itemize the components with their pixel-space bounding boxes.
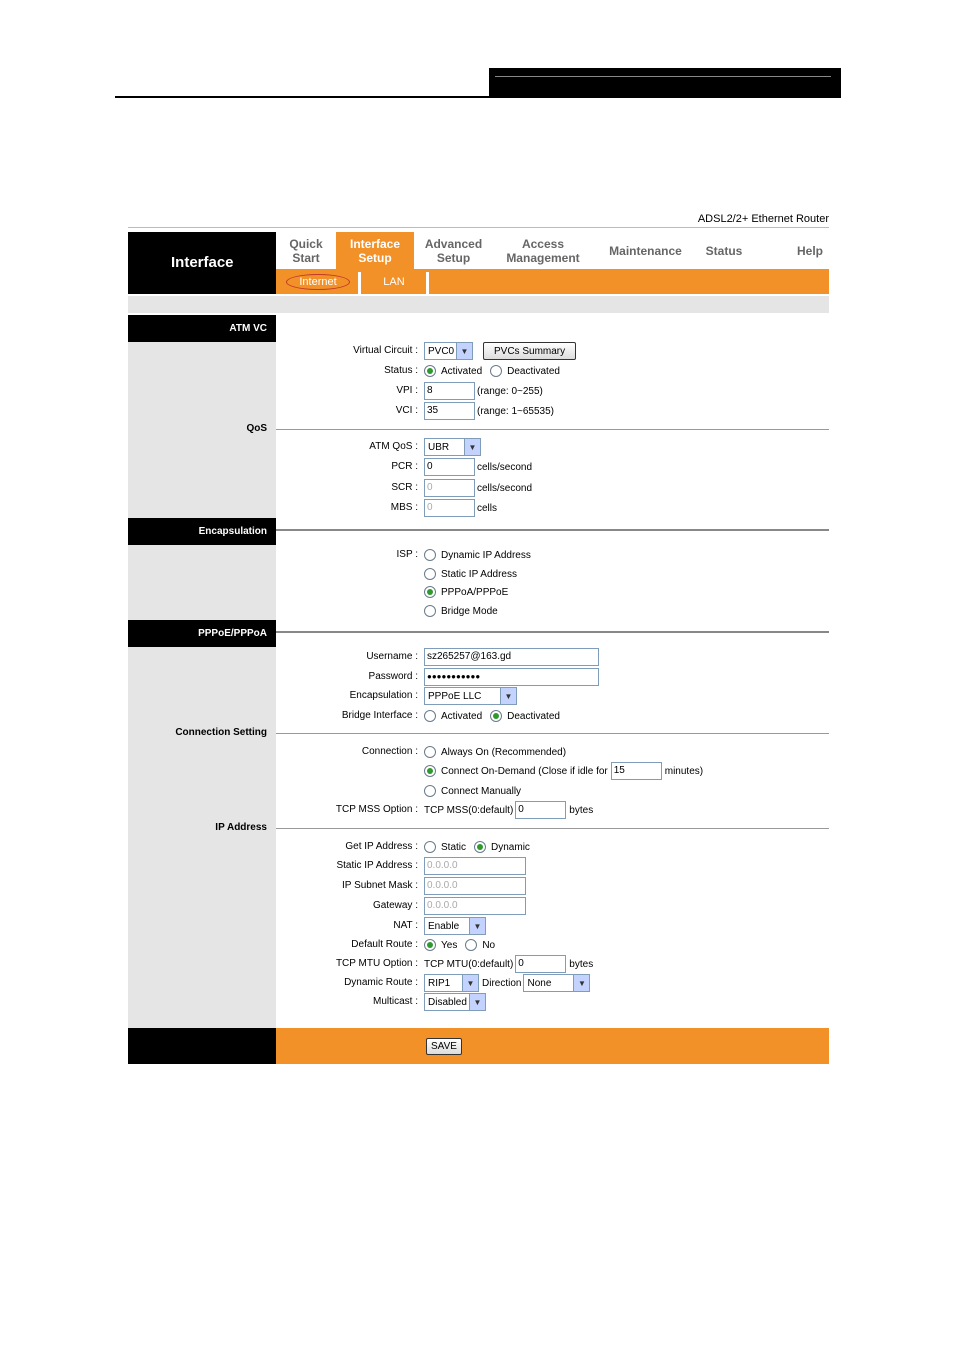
atm-qos-value: UBR [428,441,450,453]
get-ip-dynamic-radio[interactable] [474,841,486,853]
tcp-mss-unit: bytes [569,804,594,816]
scr-label: SCR : [391,482,418,493]
row-scr [276,478,829,498]
nat-label: NAT : [393,920,418,931]
section-pppoe: PPPoE/PPPoA [128,620,276,647]
tab-advanced-setup[interactable]: Advanced Setup [424,236,483,265]
tcp-mss-label: TCP MSS Option : [335,804,418,815]
row-isp [276,545,829,565]
row-manual [276,781,829,801]
isp-dynamic-text: Dynamic IP Address [441,549,531,561]
footer-bar [276,1028,829,1064]
left-label-column [128,315,276,1028]
row-atm-qos [276,437,829,457]
tcp-mss-prefix: TCP MSS(0:default) [424,804,514,816]
virtual-circuit-value: PVC0 [428,345,455,357]
on-demand-radio[interactable] [424,765,436,777]
vpi-input[interactable]: 8 [424,382,475,400]
get-ip-static-text: Static [441,841,467,853]
status-deactivated-radio[interactable] [490,365,502,377]
section-qos: QoS [246,423,267,434]
multicast-label: Multicast : [372,996,418,1007]
status-label: Status : [384,365,418,376]
section-atm-vc: ATM VC [128,315,276,342]
virtual-circuit-select[interactable] [424,342,473,360]
tcp-mtu-input[interactable]: 0 [515,955,566,973]
static-ip-label: Static IP Address : [336,860,418,871]
atm-qos-select[interactable] [424,438,481,456]
pcr-label: PCR : [391,461,418,472]
mbs-label: MBS : [390,502,418,513]
tab-interface-setup[interactable]: Interface Setup [336,232,414,269]
encapsulation-divider [276,529,829,531]
username-input[interactable]: sz265257@163.gd [424,648,599,666]
chevron-down-icon: ▼ [500,688,516,704]
get-ip-label: Get IP Address : [345,841,418,852]
bridge-deactivated-radio[interactable] [490,710,502,722]
row-vci [276,401,829,421]
bridge-activated-radio[interactable] [424,710,436,722]
always-on-radio[interactable] [424,746,436,758]
tcp-mss-input[interactable]: 0 [515,801,566,819]
row-nat [276,916,829,936]
multicast-value: Disabled [428,996,467,1008]
router-web-ui [128,211,829,1064]
status-deactivated-text: Deactivated [507,365,560,377]
default-route-no-text: No [482,939,496,951]
isp-label: ISP : [396,549,418,560]
nav-title-panel [128,232,276,294]
isp-bridge-text: Bridge Mode [441,605,498,617]
scr-input[interactable]: 0 [424,479,475,497]
tcp-mtu-unit: bytes [569,958,594,970]
nat-value: Enable [428,920,460,932]
pvcs-summary-button[interactable]: PVCs Summary [483,342,576,360]
nav-title: Interface [171,254,234,271]
vci-input[interactable]: 35 [424,402,475,420]
isp-pppoe-text: PPPoA/PPPoE [441,586,509,598]
footer-left-panel [128,1028,276,1064]
gateway-input[interactable]: 0.0.0.0 [424,897,526,915]
row-isp-static [276,564,829,584]
on-demand-text: Connect On-Demand (Close if idle for [441,765,608,777]
isp-static-text: Static IP Address [441,568,517,580]
row-encapsulation [276,686,829,706]
bridge-deactivated-text: Deactivated [507,710,560,722]
chevron-down-icon: ▼ [456,343,472,359]
isp-pppoe-radio[interactable] [424,586,436,598]
top-divider [128,227,829,228]
isp-static-radio[interactable] [424,568,436,580]
tcp-mtu-label: TCP MTU Option : [335,958,418,969]
row-tcp-mss [276,800,829,820]
tab-quick-start[interactable]: Quick Start [289,236,323,265]
default-route-yes-text: Yes [441,939,458,951]
status-activated-text: Activated [441,365,483,377]
vci-range: (range: 1~65535) [477,405,555,417]
gateway-label: Gateway : [372,900,418,911]
sub-nav-separator [426,272,429,294]
tab-maintenance[interactable]: Maintenance [609,243,682,258]
always-on-text: Always On (Recommended) [441,746,567,758]
subtab-lan[interactable]: LAN [383,275,405,288]
get-ip-static-radio[interactable] [424,841,436,853]
pppoe-divider [276,631,829,633]
connection-label: Connection : [361,746,418,757]
tcp-mtu-prefix: TCP MTU(0:default) [424,958,514,970]
qos-divider [276,429,829,430]
pcr-input[interactable]: 0 [424,458,475,476]
mbs-unit: cells [477,502,498,514]
row-tcp-mtu [276,954,829,974]
direction-select[interactable] [523,974,590,992]
manual-radio[interactable] [424,785,436,797]
virtual-circuit-label: Virtual Circuit : [353,345,418,356]
row-dynamic-route [276,973,829,993]
encapsulation-select[interactable] [424,687,517,705]
row-pcr [276,457,829,477]
scr-unit: cells/second [477,482,533,494]
password-input[interactable]: ●●●●●●●●●●● [424,668,599,686]
row-vpi [276,381,829,401]
chevron-down-icon: ▼ [573,975,589,991]
section-ip-address: IP Address [215,822,267,833]
section-encapsulation: Encapsulation [128,518,276,545]
connection-divider [276,733,829,734]
username-label: Username : [366,651,418,662]
bridge-activated-text: Activated [441,710,483,722]
multicast-select[interactable] [424,993,486,1011]
status-activated-radio[interactable] [424,365,436,377]
ip-divider [276,828,829,829]
chevron-down-icon: ▼ [469,918,485,934]
tab-help[interactable]: Help [796,243,823,258]
nat-select[interactable] [424,917,486,935]
encapsulation-value: PPPoE LLC [428,690,482,702]
row-bridge-interface [276,706,829,726]
row-on-demand [276,761,829,781]
dynamic-route-select[interactable] [424,974,479,992]
vci-label: VCI : [395,405,418,416]
chevron-down-icon: ▼ [469,994,485,1010]
mbs-input[interactable]: 0 [424,499,475,517]
chevron-down-icon: ▼ [464,439,480,455]
row-mbs [276,498,829,518]
subtab-internet-label: Internet [286,274,349,290]
tab-access-management[interactable]: Access Management [506,236,580,265]
section-connection-setting: Connection Setting [175,727,267,738]
row-password [276,667,829,687]
idle-unit: minutes) [664,765,704,777]
direction-value: None [527,977,552,989]
subnet-mask-input[interactable]: 0.0.0.0 [424,877,526,895]
row-subnet-mask [276,876,829,896]
main-nav [276,232,829,269]
bridge-interface-label: Bridge Interface : [341,710,418,721]
row-multicast [276,992,829,1012]
row-username [276,647,829,667]
encapsulation-label: Encapsulation : [349,690,418,701]
static-ip-input[interactable]: 0.0.0.0 [424,857,526,875]
sub-nav-separator [358,272,361,294]
direction-label: Direction [482,977,522,989]
row-isp-bridge [276,601,829,621]
row-isp-pppoe [276,582,829,602]
idle-time-input[interactable]: 15 [611,762,662,780]
sub-nav [276,269,829,294]
atm-qos-label: ATM QoS : [369,441,418,452]
row-virtual-circuit [276,341,829,361]
row-default-route [276,935,829,955]
isp-dynamic-radio[interactable] [424,549,436,561]
row-static-ip [276,856,829,876]
subtab-internet[interactable] [284,269,352,294]
router-model: ADSL2/2+ Ethernet Router [697,213,829,225]
page-header-block-line [495,76,831,77]
row-status [276,361,829,381]
page-header-block [489,68,841,98]
chevron-down-icon: ▼ [462,975,478,991]
vpi-label: VPI : [396,385,418,396]
get-ip-dynamic-text: Dynamic [491,841,530,853]
pcr-unit: cells/second [477,461,533,473]
default-route-label: Default Route : [351,939,418,950]
vpi-range: (range: 0~255) [477,385,543,397]
password-label: Password : [368,671,418,682]
header-spacer [128,296,829,313]
manual-text: Connect Manually [441,785,522,797]
tab-status[interactable]: Status [705,243,743,258]
default-route-no-radio[interactable] [465,939,477,951]
isp-bridge-radio[interactable] [424,605,436,617]
dynamic-route-value: RIP1 [428,977,451,989]
save-button[interactable]: SAVE [426,1038,462,1055]
subnet-mask-label: IP Subnet Mask : [342,880,418,891]
default-route-yes-radio[interactable] [424,939,436,951]
row-get-ip [276,837,829,857]
row-gateway [276,896,829,916]
dynamic-route-label: Dynamic Route : [344,977,418,988]
row-connection [276,742,829,762]
